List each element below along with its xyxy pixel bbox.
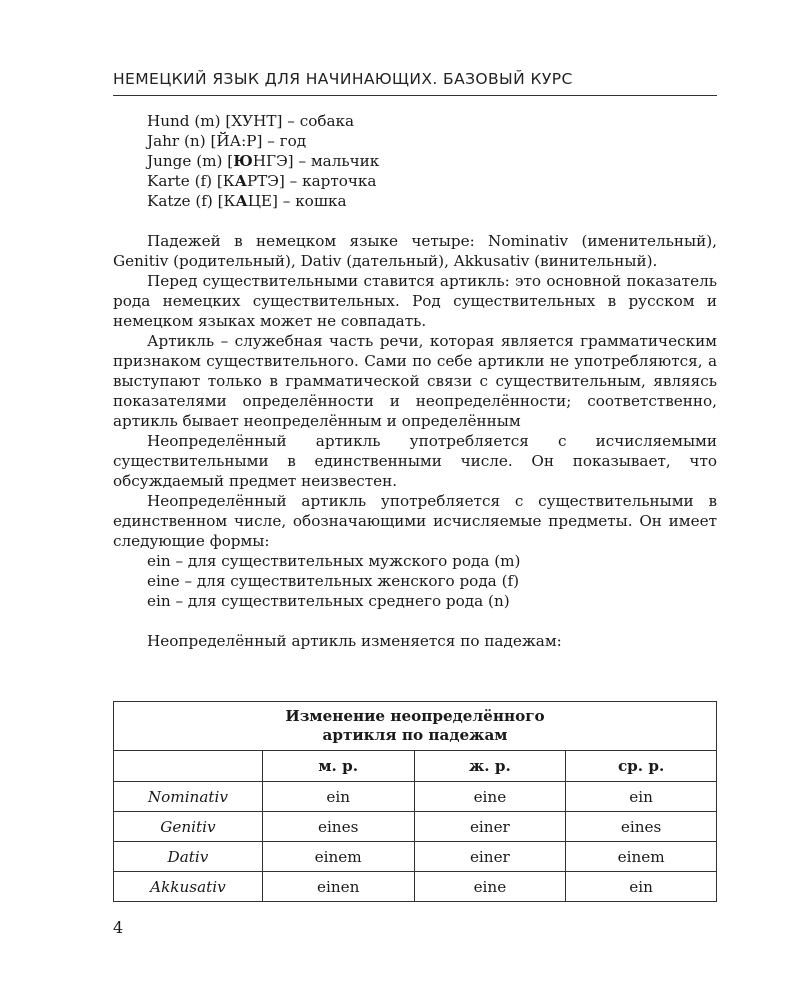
column-header: ср. р.	[566, 751, 717, 782]
table-header-row	[114, 751, 717, 782]
table-caption: Изменение неопределённого артикля по падежам	[114, 702, 717, 751]
case-name: Nominativ	[114, 782, 263, 812]
paragraph-cases: Падежей в немецком языке четыре: Nominativ (именительный), Genitiv (родительный), Dativ (дательный), Akkusativ (винительный).	[113, 232, 717, 270]
form-item: ein – для существительных мужского рода (m)	[147, 552, 521, 570]
table-row	[114, 842, 717, 872]
vocab-item: Katze (f) [КАЦЕ] – кошка	[147, 192, 347, 210]
vocabulary-list	[147, 111, 717, 211]
paragraph-article-definition: Артикль – служебная часть речи, которая является грамматическим признаком существительного. Сами по себе артикли не употребляются, а выступают только в грамматической связи с существительным, являясь показателями определённости и неопределённости; соответственно, артикль бывает неопределённым и определённым	[113, 332, 717, 430]
table-row	[114, 872, 717, 902]
form-item: eine – для существительных женского рода (f)	[147, 572, 520, 590]
column-header	[114, 751, 263, 782]
column-header: м. р.	[262, 751, 414, 782]
vocab-item: Karte (f) [КАРТЭ] – карточка	[147, 172, 377, 190]
table-cell: einer	[414, 812, 566, 842]
case-name: Akkusativ	[114, 872, 263, 902]
paragraph-declension-intro: Неопределённый артикль изменяется по падежам:	[147, 632, 562, 650]
table-row	[114, 782, 717, 812]
running-title: НЕМЕЦКИЙ ЯЗЫК ДЛЯ НАЧИНАЮЩИХ. БАЗОВЫЙ КУРС	[113, 70, 573, 88]
body-text	[113, 231, 717, 651]
paragraph-indefinite-usage: Неопределённый артикль употребляется с исчисляемыми существительными в единственными числе. Он показывает, что обсуждаемый предмет неизвестен.	[113, 432, 717, 490]
paragraph-article-intro: Перед существительными ставится артикль: это основной показатель рода немецких существительных. Род существительных в русском и немецком языках может не совпадать.	[113, 272, 717, 330]
table-cell: einen	[262, 872, 414, 902]
vocab-item: Junge (m) [ЮНГЭ] – мальчик	[147, 152, 380, 170]
form-item: ein – для существительных среднего рода (n)	[147, 592, 510, 610]
table-row	[114, 812, 717, 842]
table-cell: eines	[262, 812, 414, 842]
table-cell: eine	[414, 782, 566, 812]
vocab-item: Hund (m) [ХУНТ] – собака	[147, 112, 355, 130]
paragraph-indefinite-forms: Неопределённый артикль употребляется с существительными в единственном числе, обозначающими исчисляемые предметы. Он имеет следующие формы:	[113, 492, 717, 550]
table-cell: ein	[566, 872, 717, 902]
case-name: Genitiv	[114, 812, 263, 842]
table-cell: einer	[414, 842, 566, 872]
table-cell: ein	[566, 782, 717, 812]
vocab-item: Jahr (n) [ЙА:Р] – год	[147, 132, 307, 150]
column-header: ж. р.	[414, 751, 566, 782]
table-cell: ein	[262, 782, 414, 812]
case-name: Dativ	[114, 842, 263, 872]
table-cell: eines	[566, 812, 717, 842]
table-cell: einem	[262, 842, 414, 872]
declension-table	[113, 701, 717, 902]
table-cell: eine	[414, 872, 566, 902]
page-number: 4	[113, 918, 124, 937]
table-cell: einem	[566, 842, 717, 872]
header-rule	[113, 95, 717, 96]
